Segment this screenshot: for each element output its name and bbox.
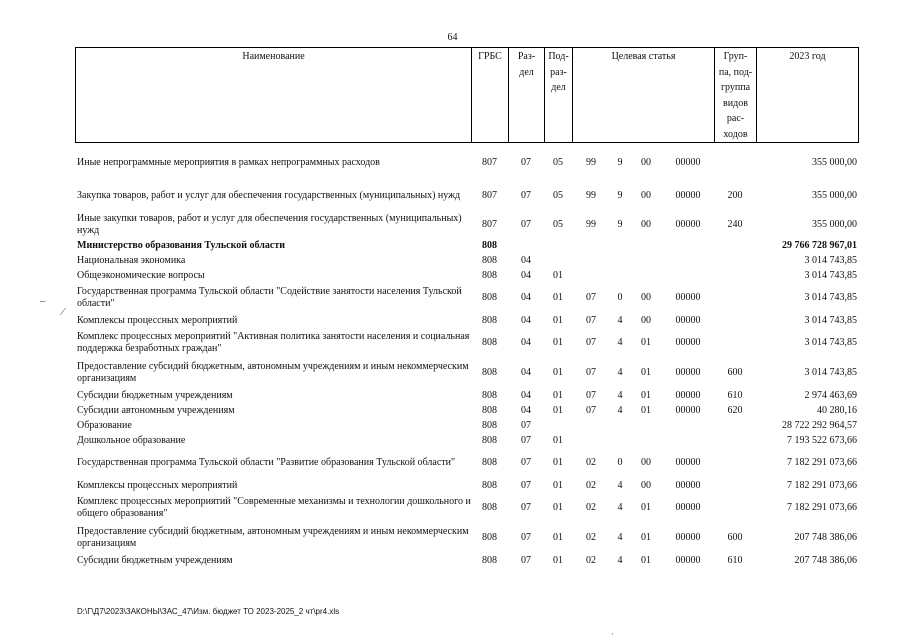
row-amount: 7 182 291 073,66 [787,502,857,513]
row-grbs: 808 [482,404,497,416]
row-target-type: 4 [617,404,623,416]
row-razdel: 07 [521,457,531,468]
row-name: Комплексы процессных мероприятий [77,314,238,326]
row-target-type: 4 [617,554,623,566]
row-target-complex: 01 [641,554,651,566]
row-podrazdel: 01 [553,554,563,566]
row-name: Иные непрограммные мероприятия в рамках непрограммных расходов [77,156,380,168]
row-target-type [610,418,630,433]
header-grbs: ГРБС [472,48,509,143]
row-target-program [572,418,610,433]
table-row [75,253,858,268]
row-amount: 355 000,00 [812,190,857,201]
row-target-complex: 00 [641,292,651,303]
row-target-type: 4 [617,337,623,348]
row-name: Комплексы процессных мероприятий [77,479,238,491]
table-row [75,448,858,478]
row-podrazdel: 01 [553,337,563,348]
table-row [75,553,858,568]
row-podrazdel: 01 [553,314,563,326]
row-name: Государственная программа Тульской области "Содействие занятости населения Тульской области" [77,286,462,309]
row-razdel: 07 [521,190,531,201]
row-target-complex: 00 [641,457,651,468]
row-amount: 355 000,00 [812,156,857,168]
row-target-program: 99 [586,218,596,230]
row-amount: 28 722 292 964,57 [782,419,857,431]
row-target-program [572,253,610,268]
row-target-type: 0 [617,292,623,303]
row-target-direction: 00000 [675,404,701,416]
row-razdel: 04 [521,389,531,401]
table-row [75,313,858,328]
row-target-complex: 01 [641,389,651,401]
row-target-direction: 00000 [675,532,701,543]
row-amount: 3 014 743,85 [804,292,857,303]
row-grbs: 808 [482,479,497,491]
row-target-type: 9 [617,190,623,201]
row-target-type: 9 [617,218,623,230]
row-podrazdel [544,253,572,268]
row-target-direction: 00000 [675,367,701,378]
row-expense-group [714,283,756,313]
row-grbs: 808 [482,389,497,401]
row-target-type [610,268,630,283]
table-row [75,144,858,181]
row-amount: 7 193 522 673,66 [787,434,857,446]
row-expense-group: 620 [727,404,743,416]
row-target-program: 99 [586,156,596,168]
row-amount: 207 748 386,06 [794,532,857,543]
row-podrazdel: 05 [553,190,563,201]
row-target-direction: 00000 [675,156,701,168]
row-target-direction: 00000 [675,389,701,401]
row-target-program: 07 [586,389,596,401]
row-expense-group: 200 [727,190,743,201]
header-podrazdel: Под- раз- дел [545,48,573,143]
row-amount: 3 014 743,85 [804,337,857,348]
row-target-program [572,268,610,283]
row-razdel: 04 [521,367,531,378]
row-target-complex: 00 [641,190,651,201]
row-expense-group [714,493,756,523]
row-grbs: 808 [482,254,497,266]
row-target-program: 02 [586,532,596,543]
row-grbs: 808 [482,554,497,566]
row-grbs: 808 [482,532,497,543]
row-target-type: 4 [617,314,623,326]
row-name: Комплекс процессных мероприятий "Современные механизмы и технологии дошкольного и общего образования" [77,496,471,519]
row-razdel: 07 [521,419,531,431]
table-row [75,493,858,523]
row-expense-group: 610 [727,554,743,566]
header-razdel: Раз- дел [509,48,545,143]
table-row [75,268,858,283]
row-name: Дошкольное образование [77,434,186,446]
row-target-type [610,253,630,268]
row-target-type: 4 [617,479,623,491]
row-razdel: 07 [521,532,531,543]
footer-dot: · [611,630,614,639]
row-amount: 3 014 743,85 [804,269,857,281]
row-podrazdel [544,238,572,253]
row-razdel: 07 [521,554,531,566]
row-amount: 3 014 743,85 [804,314,857,326]
row-grbs: 808 [482,292,497,303]
row-grbs: 808 [482,337,497,348]
row-name: Комплекс процессных мероприятий "Активная политика занятости населения и социальная поддержка безработных граждан" [77,331,470,354]
row-target-program [572,433,610,448]
row-target-program [572,238,610,253]
table-header [75,47,859,143]
row-name: Предоставление субсидий бюджетным, автономным учреждениям и иным некоммерческим организациям [77,361,469,384]
row-podrazdel: 05 [553,218,563,230]
row-podrazdel: 01 [553,434,563,446]
table-row [75,418,858,433]
row-expense-group: 610 [727,389,743,401]
row-podrazdel: 01 [553,457,563,468]
table-row [75,433,858,448]
header-target-article: Целевая статья [573,48,715,143]
row-amount: 3 014 743,85 [804,254,857,266]
row-name: Государственная программа Тульской области "Развитие образования Тульской области" [77,457,456,468]
row-target-direction: 00000 [675,554,701,566]
row-name: Образование [77,419,132,431]
header-name: Наименование [76,48,472,143]
row-target-complex: 01 [641,532,651,543]
row-podrazdel: 01 [553,479,563,491]
header-expense-group: Груп- па, под- группа видов рас- ходов [715,48,757,143]
row-target-complex [630,268,662,283]
table-row [75,328,858,358]
margin-mark: ⁄ [62,306,64,318]
row-razdel: 04 [521,404,531,416]
row-target-program: 07 [586,314,596,326]
row-target-type: 9 [617,156,623,168]
row-razdel: 07 [521,434,531,446]
row-target-program: 07 [586,337,596,348]
row-target-type: 4 [617,389,623,401]
row-expense-group [714,448,756,478]
row-target-complex: 01 [641,337,651,348]
file-path-footer: D:\Г\Д7\2023\ЗАКОНЫ\ЗАС_47\Изм. бюджет ТО 2023-2025_2 чт\pr4.xls [77,607,340,616]
row-podrazdel: 05 [553,156,563,168]
row-amount: 40 280,16 [817,404,857,416]
margin-mark: – [40,295,46,307]
row-razdel: 04 [521,314,531,326]
table-row [75,523,858,553]
row-amount: 3 014 743,85 [804,367,857,378]
row-target-program: 99 [586,190,596,201]
row-razdel: 07 [521,218,531,230]
row-podrazdel: 01 [553,532,563,543]
row-razdel: 04 [521,269,531,281]
row-grbs: 807 [482,190,497,201]
row-grbs: 808 [482,434,497,446]
row-name: Субсидии бюджетным учреждениям [77,389,233,401]
row-target-direction: 00000 [675,337,701,348]
row-grbs: 807 [482,218,497,230]
row-target-direction [662,238,714,253]
row-target-type: 4 [617,502,623,513]
row-target-program: 02 [586,502,596,513]
row-grbs: 808 [482,269,497,281]
row-expense-group [714,328,756,358]
row-target-complex: 01 [641,367,651,378]
row-expense-group: 600 [727,532,743,543]
row-grbs: 808 [482,314,497,326]
row-grbs: 808 [482,502,497,513]
row-target-complex: 00 [641,314,651,326]
row-target-complex [630,433,662,448]
row-podrazdel: 01 [553,389,563,401]
row-razdel: 04 [521,254,531,266]
row-razdel: 04 [521,337,531,348]
row-expense-group [714,418,756,433]
header-year: 2023 год [757,48,859,143]
row-podrazdel: 01 [553,404,563,416]
row-target-program: 07 [586,367,596,378]
row-grbs: 808 [482,419,497,431]
table-row [75,181,858,211]
row-target-complex [630,418,662,433]
table-row [75,238,858,253]
table-row [75,211,858,238]
row-target-type: 4 [617,532,623,543]
row-razdel: 07 [521,502,531,513]
row-target-direction [662,433,714,448]
row-expense-group [714,144,756,181]
row-target-direction: 00000 [675,292,701,303]
row-name: Предоставление субсидий бюджетным, автономным учреждениям и иным некоммерческим организациям [77,526,469,549]
row-name: Субсидии бюджетным учреждениям [77,554,233,566]
row-expense-group [714,238,756,253]
row-podrazdel: 01 [553,367,563,378]
row-amount: 7 182 291 073,66 [787,479,857,491]
row-target-type: 4 [617,367,623,378]
row-target-direction [662,418,714,433]
table-row [75,283,858,313]
row-razdel: 04 [521,292,531,303]
row-target-complex [630,238,662,253]
row-amount: 355 000,00 [812,218,857,230]
row-grbs: 808 [482,367,497,378]
page-number: 64 [447,32,458,43]
row-expense-group [714,478,756,493]
row-amount: 2 974 463,69 [804,389,857,401]
row-razdel [508,238,544,253]
row-amount: 29 766 728 967,01 [782,239,857,251]
row-target-type: 0 [617,457,623,468]
row-target-direction: 00000 [675,457,701,468]
row-razdel: 07 [521,156,531,168]
table-row [75,478,858,493]
row-target-direction [662,268,714,283]
row-target-direction: 00000 [675,502,701,513]
row-name: Национальная экономика [77,254,186,266]
row-target-direction: 00000 [675,479,701,491]
row-expense-group [714,313,756,328]
row-razdel: 07 [521,479,531,491]
data-table [75,144,858,568]
row-amount: 7 182 291 073,66 [787,457,857,468]
row-podrazdel: 01 [553,292,563,303]
row-target-program: 07 [586,292,596,303]
table-row [75,388,858,403]
row-name: Министерство образования Тульской области [77,239,285,251]
table-row [75,403,858,418]
row-target-complex: 00 [641,156,651,168]
row-target-type [610,433,630,448]
row-target-direction: 00000 [675,314,701,326]
row-name: Общеэкономические вопросы [77,269,205,281]
row-name: Иные закупки товаров, работ и услуг для обеспечения государственных (муниципальных) нужд [77,212,462,236]
row-target-direction: 00000 [675,218,701,230]
row-target-program: 02 [586,457,596,468]
row-expense-group: 240 [727,218,743,230]
row-podrazdel: 01 [553,269,563,281]
row-target-complex [630,253,662,268]
row-target-direction [662,253,714,268]
row-name: Субсидии автономным учреждениям [77,404,235,416]
table-row [75,358,858,388]
row-target-program: 07 [586,404,596,416]
row-target-complex: 00 [641,479,651,491]
row-grbs: 808 [482,457,497,468]
row-grbs: 808 [482,239,497,251]
row-target-program: 02 [586,479,596,491]
row-podrazdel [544,418,572,433]
row-expense-group [714,268,756,283]
row-target-complex: 00 [641,218,651,230]
row-target-program: 02 [586,554,596,566]
row-amount: 207 748 386,06 [794,554,857,566]
row-grbs: 807 [482,156,497,168]
row-expense-group [714,253,756,268]
row-name: Закупка товаров, работ и услуг для обеспечения государственных (муниципальных) нужд [77,190,461,201]
row-target-type [610,238,630,253]
row-target-direction: 00000 [675,190,701,201]
row-target-complex: 01 [641,404,651,416]
row-expense-group: 600 [727,367,743,378]
row-podrazdel: 01 [553,502,563,513]
row-target-complex: 01 [641,502,651,513]
row-expense-group [714,433,756,448]
